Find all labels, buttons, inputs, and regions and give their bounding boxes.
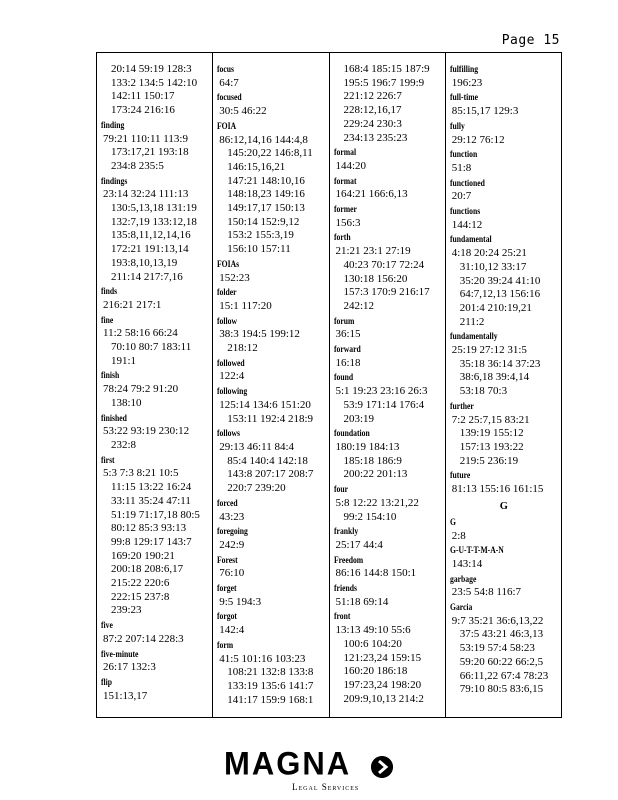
index-term: garbage [449, 573, 477, 584]
page-line-reference: 33:11 35:24 47:11 [111, 494, 191, 507]
page-line-reference: 76:10 [219, 567, 245, 580]
page-line-reference: 51:19 71:17,18 80:5 [111, 508, 200, 521]
index-entry [101, 454, 209, 618]
page-line-reference: 86:12,14,16 144:4,8 [219, 133, 308, 146]
page-line-reference: 79:10 80:5 83:6,15 [459, 683, 544, 696]
page-line-reference: 142:4 [219, 624, 245, 637]
page-line-reference: 122:4 [219, 370, 245, 383]
index-entry [101, 369, 209, 410]
page-line-reference: 173:17,21 193:18 [111, 146, 189, 159]
index-term: foregoing [217, 526, 249, 537]
page-line-reference: 173:24 216:16 [111, 104, 175, 117]
page-line-reference: 148:18,23 149:16 [227, 188, 305, 201]
index-entry [101, 676, 209, 703]
index-term: Forest [217, 554, 238, 565]
index-term: functioned [449, 177, 485, 188]
page-line-reference: 26:17 132:3 [103, 661, 156, 674]
page-line-reference: 211:14 217:7,16 [111, 270, 183, 283]
index-entry [450, 148, 558, 175]
index-term: G-U-T-T-M-A-N [449, 545, 504, 556]
page-line-reference: 13:13 49:10 55:6 [335, 624, 411, 637]
index-entry [334, 203, 442, 230]
index-entry [450, 233, 558, 329]
index-term: focused [217, 92, 242, 103]
page-line-reference: 59:20 60:22 66:2,5 [459, 655, 544, 668]
index-entry [217, 63, 325, 90]
index-entry [450, 177, 558, 204]
index-term: former [333, 204, 357, 215]
page-line-reference: 133:2 134:5 142:10 [111, 76, 198, 89]
page-line-reference: 133:19 135:6 141:7 [227, 679, 314, 692]
index-entry [450, 573, 558, 600]
page-line-reference: 153:2 155:3,19 [227, 229, 294, 242]
page-line-reference: 15:1 117:20 [219, 299, 272, 312]
logo-wordmark: MAGNA [224, 745, 352, 782]
index-term: finding [101, 119, 125, 130]
page-line-reference: 157:3 170:9 216:17 [343, 286, 430, 299]
page-line-reference: 25:19 27:12 31:5 [451, 344, 527, 357]
index-term: functions [449, 206, 480, 217]
page-line-reference: 108:21 132:8 133:8 [227, 666, 314, 679]
index-term: fundamentally [449, 331, 498, 342]
index-term: findings [101, 175, 128, 186]
index-entry [217, 120, 325, 257]
index-term: FOIAs [217, 258, 240, 269]
page-number: Page 15 [501, 33, 560, 48]
index-entry [334, 343, 442, 370]
page-line-reference: 196:23 [451, 76, 483, 89]
index-entry [217, 286, 325, 313]
index-entry [101, 175, 209, 285]
page-line-reference: 66:11,22 67:4 78:23 [459, 669, 549, 682]
index-entry [334, 371, 442, 426]
page-line-reference: 168:4 185:15 187:9 [343, 63, 430, 75]
page-line-reference: 221:12 226:7 [343, 90, 402, 103]
index-term: focus [217, 64, 235, 74]
index-term: frankly [333, 526, 358, 537]
page-line-reference: 78:24 79:2 91:20 [103, 383, 179, 396]
page-line-reference: 87:2 207:14 228:3 [103, 632, 184, 645]
index-term: format [333, 175, 357, 186]
index-entry [450, 330, 558, 399]
page-line-reference: 232:8 [111, 438, 137, 451]
page-line-reference: 51:8 [451, 161, 472, 174]
index-entry [450, 120, 558, 147]
page-line-reference: 242:12 [343, 299, 375, 312]
page-line-reference: 29:12 76:12 [451, 133, 505, 146]
page-line-reference: 156:3 [335, 216, 361, 229]
page-line-reference: 151:13,17 [103, 689, 148, 702]
index-entry [334, 146, 442, 173]
index-term: full-time [449, 92, 478, 103]
index-entry [101, 314, 209, 369]
page-line-reference: 85:15,17 129:3 [451, 105, 519, 118]
index-term: future [449, 470, 471, 481]
index-term: fully [449, 120, 465, 131]
index-term: forced [217, 497, 238, 508]
page-line-reference: 229:24 230:3 [343, 117, 402, 130]
page-line-reference: 172:21 191:13,14 [111, 243, 189, 256]
page-line-reference: 86:16 144:8 150:1 [335, 567, 417, 580]
index-entry [217, 258, 325, 285]
page-line-reference: 20:7 [451, 190, 472, 203]
page-line-reference: 132:7,19 133:12,18 [111, 215, 197, 228]
index-entry [334, 427, 442, 482]
page-line-reference: 11:2 58:16 66:24 [103, 327, 178, 340]
page-line-reference: 121:23,24 159:15 [343, 651, 422, 664]
index-entry [450, 544, 558, 571]
index-term: first [101, 454, 115, 465]
index-entry [334, 582, 442, 609]
page-line-reference: 43:23 [219, 510, 245, 523]
page-line-reference: 239:23 [111, 604, 142, 617]
index-term: follow [217, 315, 238, 326]
page-line-reference: 130:5,13,18 131:19 [111, 202, 197, 215]
index-entry [334, 63, 442, 145]
page-line-reference: 125:14 134:6 151:20 [219, 398, 311, 411]
page-line-reference: 146:15,16,21 [227, 160, 286, 173]
page-line-reference: 234:8 235:5 [111, 159, 164, 172]
index-term: five-minute [101, 648, 139, 659]
page-line-reference: 193:8,10,13,19 [111, 256, 178, 269]
page-line-reference: 70:10 80:7 183:11 [111, 341, 192, 354]
index-entry [450, 601, 558, 697]
index-term: forgot [217, 611, 238, 622]
index-entry [101, 412, 209, 453]
index-entry [450, 63, 558, 90]
index-entry [334, 175, 442, 202]
index-term: follows [217, 428, 241, 439]
index-term: forum [333, 315, 354, 326]
section-letter: G [499, 500, 508, 512]
page-line-reference: 220:7 239:20 [227, 482, 286, 495]
page-line-reference: 21:21 23:1 27:19 [335, 245, 411, 258]
page-line-reference: 23:14 32:24 111:13 [103, 188, 189, 201]
page-line-reference: 144:12 [451, 218, 483, 231]
page-line-reference: 30:5 46:22 [219, 105, 267, 118]
index-term: Garcia [449, 602, 473, 613]
index-term: Freedom [333, 554, 363, 565]
page-line-reference: 200:22 201:13 [343, 468, 408, 481]
page-line-reference: 164:21 166:6,13 [335, 188, 408, 201]
index-entry [334, 231, 442, 313]
page-line-reference: 9:7 35:21 36:6,13,22 [451, 614, 544, 627]
page-line-reference: 35:20 39:24 41:10 [459, 274, 541, 287]
page-line-reference: 135:8,11,12,14,16 [111, 229, 191, 242]
page-line-reference: 53:9 171:14 176:4 [343, 398, 425, 411]
magna-logo [224, 745, 396, 796]
page-line-reference: 191:1 [111, 354, 137, 367]
page-line-reference: 38:6,18 39:4,14 [459, 371, 530, 384]
page-line-reference: 31:10,12 33:17 [459, 260, 527, 273]
page-line-reference: 40:23 70:17 72:24 [343, 258, 425, 271]
page-line-reference: 216:21 217:1 [103, 298, 162, 311]
index-term: finished [101, 412, 127, 423]
page-line-reference: 5:3 7:3 8:21 10:5 [103, 467, 179, 480]
index-column-2 [213, 53, 329, 717]
logo-tagline: Legal Services [292, 782, 360, 792]
index-entry [334, 525, 442, 552]
page-line-reference: 2:8 [451, 529, 466, 542]
index-term: forth [333, 232, 351, 243]
index-entry [217, 91, 325, 118]
page-line-reference: 53:22 93:19 230:12 [103, 425, 190, 438]
page-line-reference: 180:19 184:13 [335, 440, 400, 453]
index-entry [101, 619, 209, 646]
page-line-reference: 23:5 54:8 116:7 [451, 586, 522, 599]
page-line-reference: 242:9 [219, 538, 245, 551]
page-line-reference: 143:8 207:17 208:7 [227, 468, 314, 481]
index-entry [217, 582, 325, 609]
index-entry [450, 91, 558, 118]
index-term: further [449, 400, 474, 411]
page-line-reference: 201:4 210:19,21 [459, 301, 532, 314]
index-term: following [217, 386, 248, 397]
page-line-reference: 5:8 12:22 13:21,22 [335, 496, 419, 509]
index-term: form [217, 639, 234, 650]
index-term: function [449, 149, 477, 160]
page-line-reference: 64:7,12,13 156:16 [459, 288, 541, 301]
page-line-reference: 139:19 155:12 [459, 427, 524, 440]
page-line-reference: 38:3 194:5 199:12 [219, 328, 300, 341]
index-entry [334, 610, 442, 706]
page-line-reference: 143:14 [451, 557, 483, 570]
index-entry [101, 648, 209, 675]
page-line-reference: 36:15 [335, 328, 361, 341]
page-line-reference: 80:12 85:3 93:13 [111, 522, 187, 535]
page-line-reference: 99:8 129:17 143:7 [111, 535, 192, 548]
page-line-reference: 147:21 148:10,16 [227, 174, 305, 187]
index-term: G [449, 516, 456, 527]
page-line-reference: 145:20,22 146:8,11 [227, 147, 313, 160]
index-entry [217, 427, 325, 496]
index-term: followed [217, 357, 245, 368]
page-line-reference: 35:18 36:14 37:23 [459, 357, 541, 370]
page-line-reference: 4:18 20:24 25:21 [451, 247, 527, 260]
index-entry [101, 63, 209, 118]
page-line-reference: 7:2 25:7,15 83:21 [451, 413, 530, 426]
index-entry [217, 525, 325, 552]
index-term: forward [333, 344, 361, 355]
page-line-reference: 130:18 156:20 [343, 272, 408, 285]
page-line-reference: 209:9,10,13 214:2 [343, 692, 424, 705]
page-line-reference: 215:22 220:6 [111, 577, 170, 590]
page-line-reference: 79:21 110:11 113:9 [103, 132, 188, 145]
index-term: foundation [333, 428, 370, 439]
page-line-reference: 138:10 [111, 396, 142, 409]
page-line-reference: 160:20 186:18 [343, 665, 408, 678]
index-entry [217, 554, 325, 581]
page-line-reference: 211:2 [459, 315, 485, 328]
index-entry [450, 469, 558, 496]
page-line-reference: 234:13 235:23 [343, 131, 408, 144]
index-entry [334, 554, 442, 581]
index-term: fulfilling [449, 64, 478, 74]
page-line-reference: 153:11 192:4 218:9 [227, 412, 314, 425]
index-entry [217, 639, 325, 708]
page-line-reference: 37:5 43:21 46:3,13 [459, 628, 544, 641]
page-line-reference: 53:18 70:3 [459, 385, 508, 398]
page-line-reference: 100:6 104:20 [343, 637, 402, 650]
page-line-reference: 222:15 237:8 [111, 590, 170, 603]
index-entry [217, 357, 325, 384]
index-term: fine [101, 314, 114, 325]
index-entry [450, 205, 558, 232]
page-line-reference: 5:1 19:23 23:16 26:3 [335, 385, 428, 398]
page-line-reference: 144:20 [335, 159, 367, 172]
index-entry [101, 285, 209, 312]
page-line-reference: 150:14 152:9,12 [227, 215, 300, 228]
page-line-reference: 185:18 186:9 [343, 454, 402, 467]
page-line-reference: 228:12,16,17 [343, 104, 402, 117]
page-line-reference: 53:19 57:4 58:23 [459, 642, 535, 655]
page-line-reference: 41:5 101:16 103:23 [219, 652, 306, 665]
index-column-4 [446, 53, 561, 717]
page-line-reference: 64:7 [219, 76, 239, 89]
index-entry [450, 400, 558, 469]
page-line-reference: 141:17 159:9 168:1 [227, 693, 314, 706]
index-term: four [333, 484, 348, 495]
page-line-reference: 157:13 193:22 [459, 440, 524, 453]
index-entry [334, 315, 442, 342]
page-line-reference: 169:20 190:21 [111, 549, 175, 562]
index-term: FOIA [217, 120, 237, 131]
index-term: folder [217, 287, 237, 298]
index-term: forget [217, 583, 237, 594]
page-line-reference: 142:11 150:17 [111, 90, 175, 103]
index-term: five [101, 620, 113, 631]
index-term: finish [101, 370, 120, 381]
page-line-reference: 29:13 46:11 84:4 [219, 440, 295, 453]
index-column-3 [330, 53, 446, 717]
page-line-reference: 219:5 236:19 [459, 454, 519, 467]
page-line-reference: 85:4 140:4 142:18 [227, 454, 308, 467]
page-line-reference: 152:23 [219, 271, 250, 284]
index-term: finds [101, 286, 118, 297]
page-line-reference: 203:19 [343, 412, 375, 425]
index-entry [450, 516, 558, 543]
page-line-reference: 218:12 [227, 342, 258, 355]
page-line-reference: 197:23,24 198:20 [343, 678, 422, 691]
index-entry [101, 119, 209, 174]
page-line-reference: 81:13 155:16 161:15 [451, 483, 544, 496]
index-term: found [333, 372, 353, 383]
page-line-reference: 195:5 196:7 199:9 [343, 76, 425, 89]
page-line-reference: 156:10 157:11 [227, 243, 291, 256]
page-line-reference: 51:18 69:14 [335, 595, 389, 608]
page-line-reference: 11:15 13:22 16:24 [111, 481, 192, 494]
index-column-1 [97, 53, 213, 717]
index-entry [217, 385, 325, 426]
index-entry [217, 315, 325, 356]
index-entry [334, 483, 442, 524]
page-line-reference: 99:2 154:10 [343, 510, 397, 523]
index-entry [217, 610, 325, 637]
page-line-reference: 20:14 59:19 128:3 [111, 63, 192, 75]
index-term: formal [333, 147, 356, 158]
chevron-right-icon [371, 756, 393, 778]
index-table [96, 52, 562, 718]
index-entry [217, 497, 325, 524]
index-term: front [333, 611, 350, 622]
index-term: friends [333, 583, 357, 594]
page-line-reference: 200:18 208:6,17 [111, 563, 184, 576]
index-term: flip [101, 676, 113, 687]
page-line-reference: 149:17,17 150:13 [227, 202, 305, 215]
page-line-reference: 16:18 [335, 356, 361, 369]
index-term: fundamental [449, 234, 492, 245]
page-line-reference: 9:5 194:3 [219, 595, 262, 608]
page-line-reference: 25:17 44:4 [335, 538, 383, 551]
